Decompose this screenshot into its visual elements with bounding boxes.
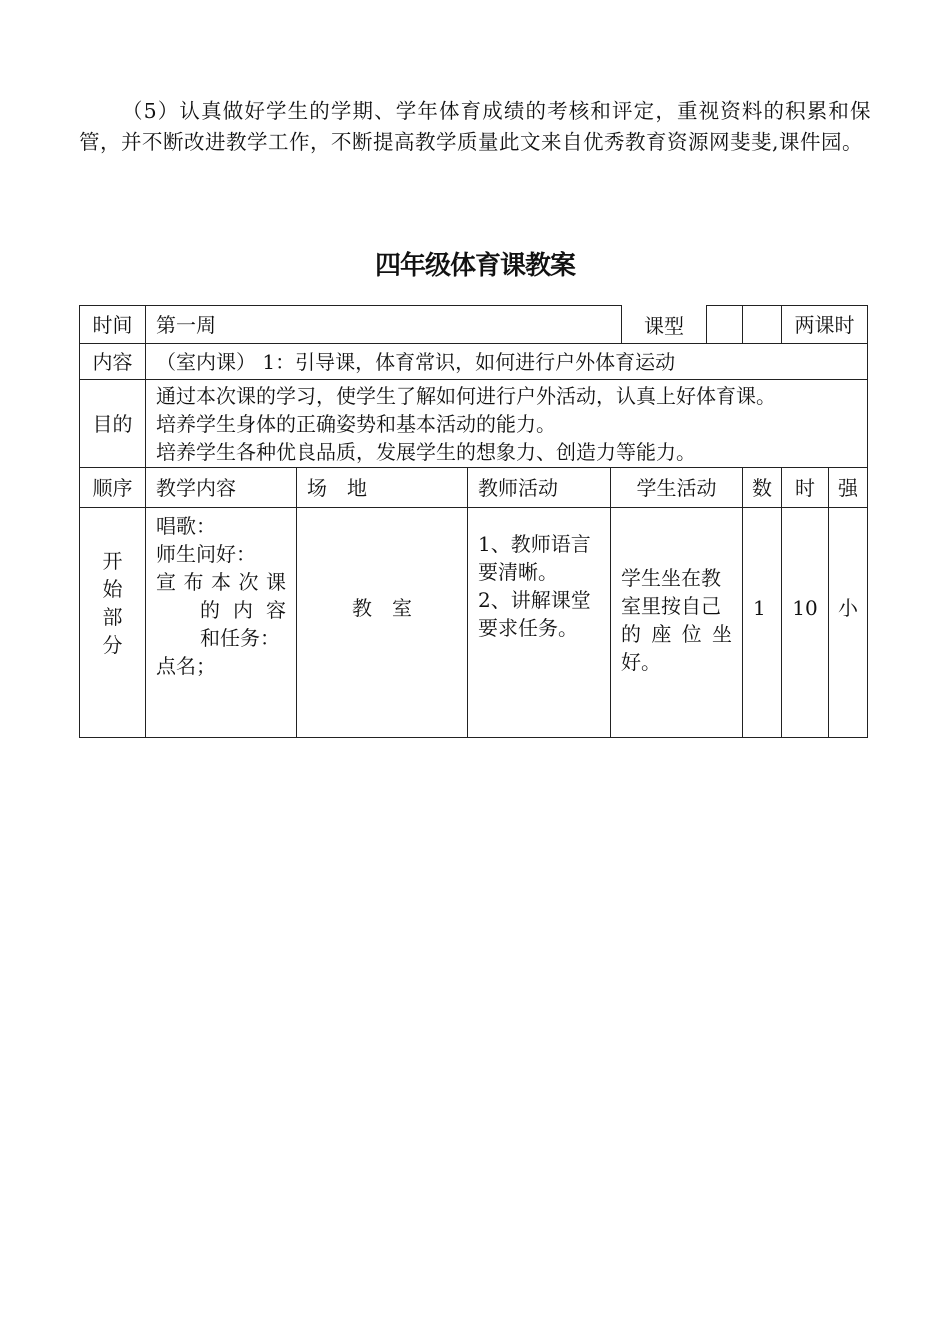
header-student: 学生活动 [611,468,743,508]
type-label: 课型 [621,305,707,343]
header-intensity: 强 [829,468,868,508]
header-venue: 场 地 [297,468,468,508]
header-content: 教学内容 [146,468,297,508]
content-label: 内容 [80,344,146,380]
lesson-plan-title: 四年级体育课教案 [374,251,575,281]
goal-line: 培养学生各种优良品质，发展学生的想象力、创造力等能力。 [156,439,696,464]
section-time: 10 [782,508,829,738]
row-content [80,344,868,380]
section-count: 1 [743,508,782,738]
header-order: 顺序 [80,468,146,508]
row-header [80,468,868,508]
section-venue: 教 室 [297,508,468,738]
header-time: 时 [782,468,829,508]
header-count: 数 [743,468,782,508]
section-intensity: 小 [829,508,868,738]
section-student: 学生坐在教 室里按自己 的座位坐 好。 [611,508,743,738]
section-teacher: 1、教师语言 要清晰。 2、讲解课堂 要求任务。 [468,508,611,738]
row-opening-section [80,508,868,738]
time-label: 时间 [80,306,146,344]
section-content: 唱歌： 师生问好： 宣布本次课 的内容 和任务： 点名； [146,508,297,738]
type-value: 两课时 [794,312,855,337]
row-goal [80,380,868,468]
goal-label: 目的 [80,380,146,468]
header-teacher: 教师活动 [468,468,611,508]
section-name: 开 始 部 分 [80,508,146,738]
time-value: 第一周 [146,306,743,344]
lesson-plan-table [79,305,868,738]
goal-line: 通过本次课的学习，使学生了解如何进行户外活动，认真上好体育课。 [156,383,776,408]
goal-line: 培养学生身体的正确姿势和基本活动的能力。 [156,411,556,436]
intro-paragraph: （5）认真做好学生的学期、学年体育成绩的考核和评定，重视资料的积累和保管，并不断改进教学工作，不断提高教学质量此文来自优秀教育资源网斐斐,课件园。 [79,99,871,154]
type-cell [782,306,868,344]
goal-value [146,380,868,468]
content-value: （室内课） 1：引导课，体育常识，如何进行户外体育运动 [146,344,868,380]
row-time [80,306,868,344]
